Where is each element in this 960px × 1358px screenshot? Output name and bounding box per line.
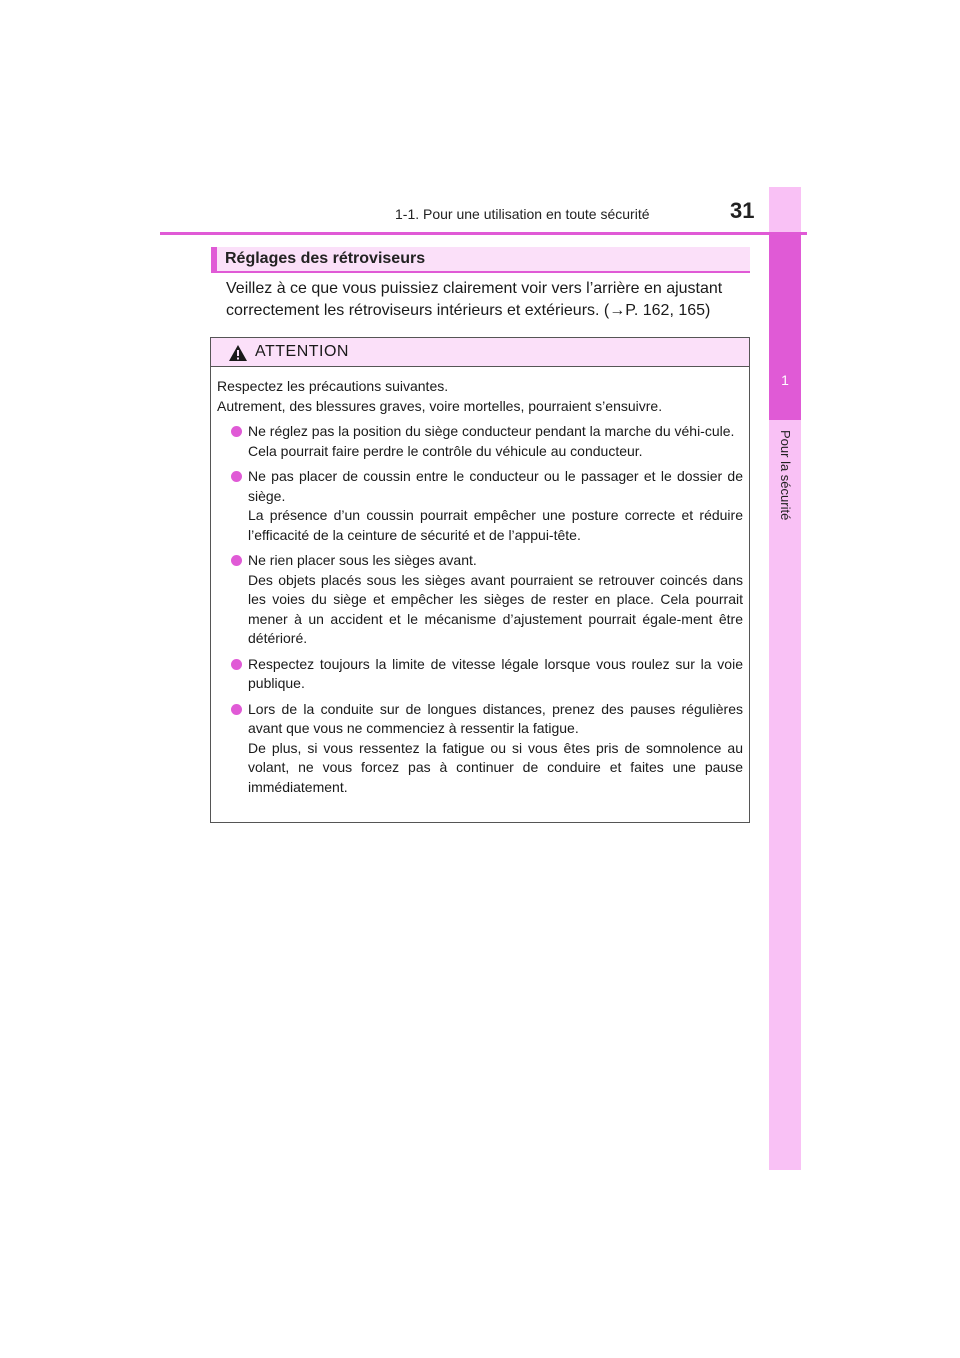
list-item bbox=[217, 551, 743, 649]
item-line: Respectez toujours la limite de vitesse légale lorsque vous roulez sur la voie publique. bbox=[248, 655, 743, 691]
bullet-icon bbox=[231, 471, 242, 482]
lead-line: Autrement, des blessures graves, voire mortelles, pourraient s’ensuivre. bbox=[217, 397, 663, 414]
bullet-icon bbox=[231, 659, 242, 670]
running-header: 1-1. Pour une utilisation en toute sécurité bbox=[395, 206, 650, 222]
warning-triangle-icon bbox=[228, 344, 248, 362]
chapter-number: 1 bbox=[781, 372, 789, 388]
item-line: Ne rien placer sous les sièges avant. bbox=[248, 552, 477, 568]
item-line: Lors de la conduite sur de longues distances, prenez des pauses régulières avant que vous ne commenciez à ressentir la fatigue. bbox=[248, 700, 743, 736]
attention-list bbox=[217, 422, 743, 797]
section-intro bbox=[226, 278, 746, 322]
item-line: Ne réglez pas la position du siège conducteur pendant la marche du véhi-cule. bbox=[248, 423, 735, 439]
attention-lead bbox=[217, 377, 743, 416]
attention-title: ATTENTION bbox=[255, 343, 349, 360]
attention-header bbox=[211, 338, 749, 367]
list-item bbox=[217, 422, 743, 461]
list-item bbox=[217, 467, 743, 545]
bullet-icon bbox=[231, 555, 242, 566]
intro-line: Veillez à ce que vous puissiez clairement voir vers l’arrière en ajustant bbox=[226, 280, 723, 297]
item-line: Cela pourrait faire perdre le contrôle du véhicule au conducteur. bbox=[248, 442, 643, 459]
lead-line: Respectez les précautions suivantes. bbox=[217, 378, 449, 394]
side-tab-active-chapter bbox=[769, 232, 801, 420]
attention-box bbox=[210, 337, 750, 823]
list-item bbox=[217, 655, 743, 694]
header-rule bbox=[160, 232, 769, 235]
bullet-icon bbox=[231, 426, 242, 437]
item-line: De plus, si vous ressentez la fatigue ou si vous êtes pris de somnolence au volant, ne vous forcez pas à continuer de conduire et faites une pause immédiatement. bbox=[248, 739, 743, 795]
section-title: Réglages des rétroviseurs bbox=[225, 250, 426, 267]
list-item bbox=[217, 700, 743, 798]
intro-line: correctement les rétroviseurs intérieurs et extérieurs. (→P. 162, 165) bbox=[226, 302, 711, 319]
section-heading-bar bbox=[211, 247, 750, 273]
item-line: La présence d’un coussin pourrait empêcher une posture correcte et réduire l’efficacité de la ceinture de sécurité et de l’appui-tête. bbox=[248, 507, 743, 543]
bullet-icon bbox=[231, 704, 242, 715]
chapter-title: Pour la sécurité bbox=[778, 430, 793, 521]
item-line: Ne pas placer de coussin entre le conducteur ou le passager et le dossier de siège. bbox=[248, 468, 743, 504]
attention-body bbox=[211, 367, 749, 797]
section-accent bbox=[211, 247, 217, 271]
item-line: Des objets placés sous les sièges avant pourraient se retrouver coincés dans les voies du siège et empêcher les sièges de rester en place. Cela pourrait mener à un accident et le mécanisme d’ajustement pourrait égale-ment être détérioré. bbox=[248, 571, 743, 646]
header-rule-right bbox=[801, 232, 807, 235]
page-number: 31 bbox=[730, 198, 755, 223]
